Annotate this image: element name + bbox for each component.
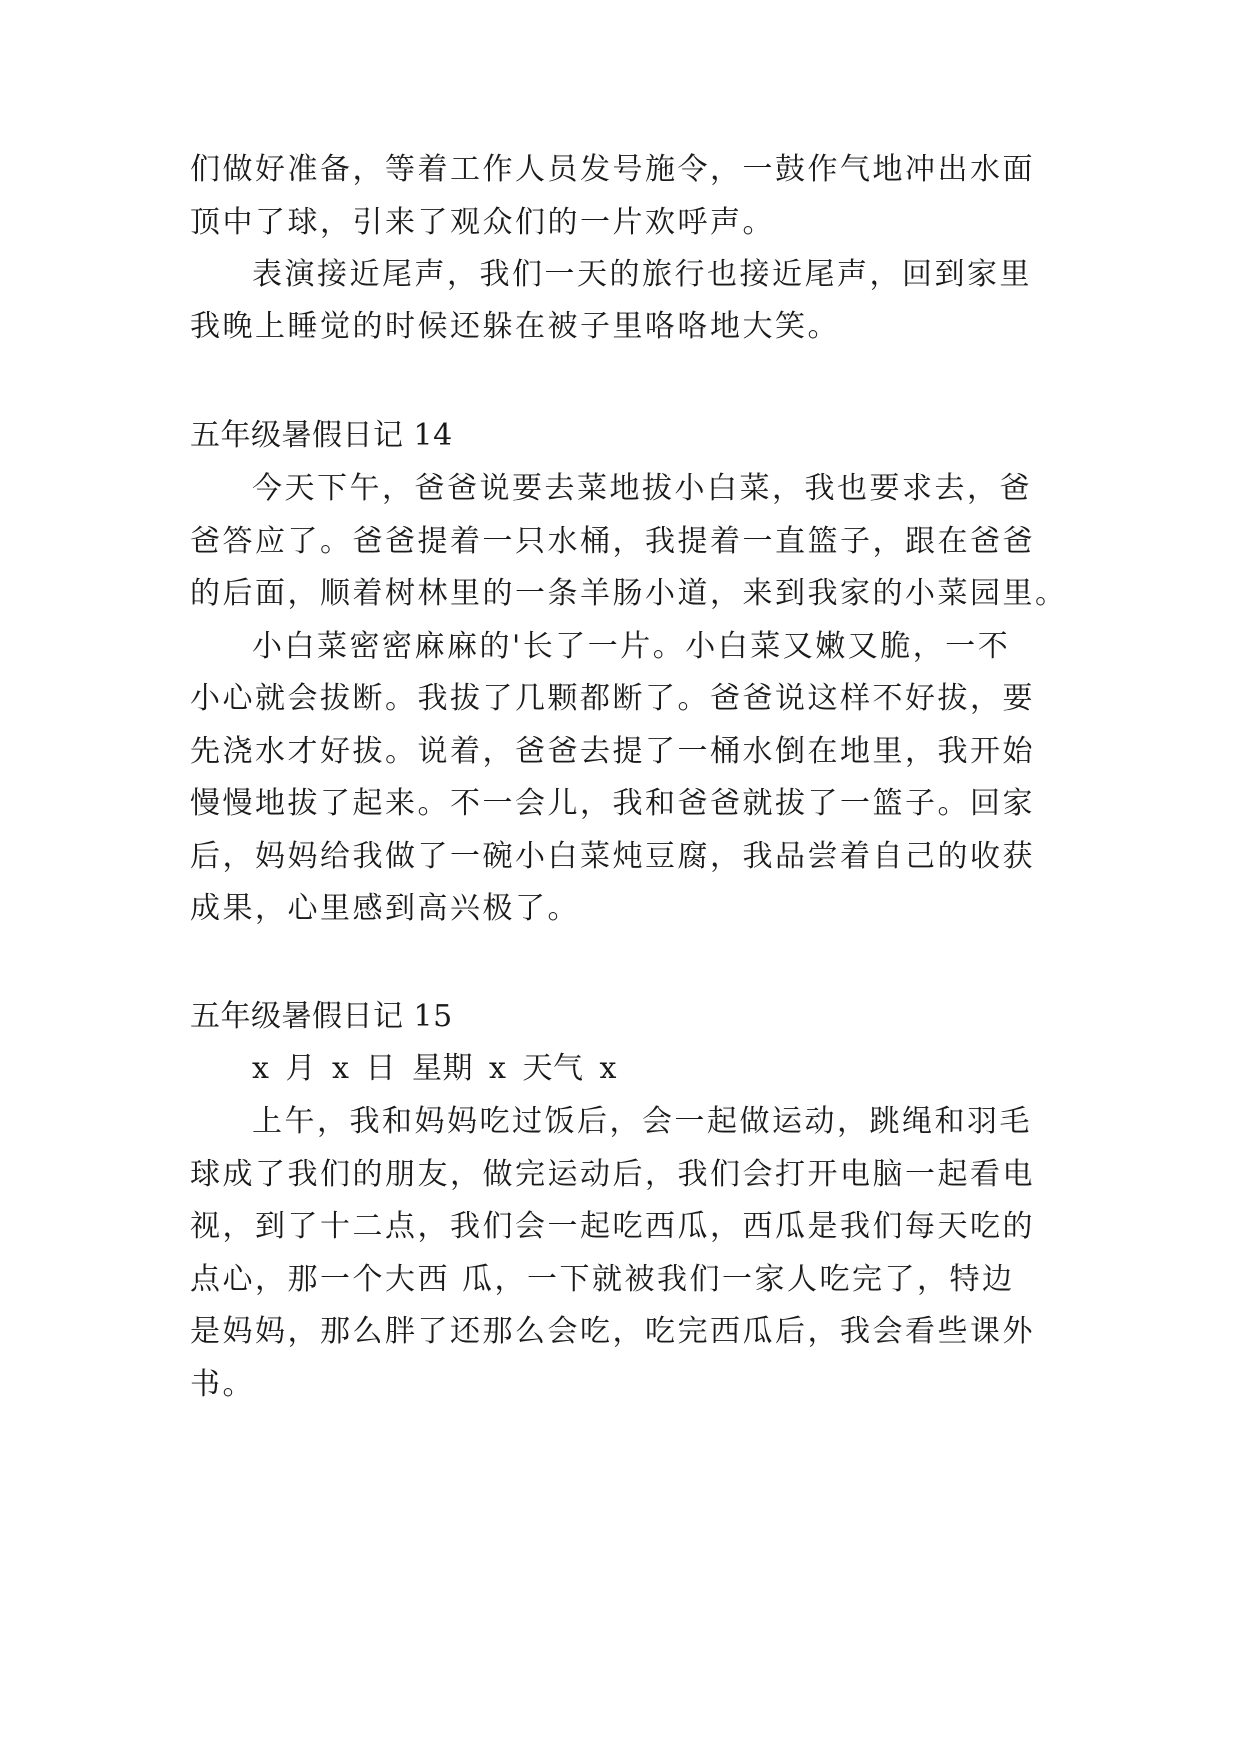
text-line: 小心就会拔断。我拔了几颗都断了。爸爸说这样不好拔，要 [190, 681, 1035, 716]
text-line: 后，妈妈给我做了一碗小白菜炖豆腐，我品尝着自己的收获 [190, 839, 1035, 874]
text-line: 表演接近尾声，我们一天的旅行也接近尾声，回到家里 [252, 257, 1032, 292]
text-line: 们做好准备，等着工作人员发号施令，一鼓作气地冲出水面 [190, 152, 1035, 187]
text-line: 今天下午，爸爸说要去菜地拔小白菜，我也要求去，爸 [252, 471, 1032, 506]
date-weather-line: x 月 x 日 星期 x 天气 x [252, 1051, 617, 1086]
text-line: 是妈妈，那么胖了还那么会吃，吃完西瓜后，我会看些课外 [190, 1314, 1035, 1349]
text-line: 顶中了球，引来了观众们的一片欢呼声。 [190, 205, 775, 240]
text-line: 的后面，顺着树林里的一条羊肠小道，来到我家的小菜园里。 [190, 576, 1068, 611]
text-line: 爸答应了。爸爸提着一只水桶，我提着一直篮子，跟在爸爸 [190, 524, 1035, 559]
entry-title: 五年级暑假日记 14 [190, 418, 453, 453]
text-line: 慢慢地拔了起来。不一会儿，我和爸爸就拔了一篮子。回家 [190, 786, 1035, 821]
text-line: 上午，我和妈妈吃过饭后，会一起做运动，跳绳和羽毛 [252, 1104, 1032, 1139]
text-line: 点心，那一个大西 瓜，一下就被我们一家人吃完了，特边 [190, 1262, 1015, 1297]
entry-title: 五年级暑假日记 15 [190, 999, 453, 1034]
text-line: 书。 [190, 1367, 255, 1402]
text-line: 视，到了十二点，我们会一起吃西瓜，西瓜是我们每天吃的 [190, 1209, 1035, 1244]
text-line: 球成了我们的朋友，做完运动后，我们会打开电脑一起看电 [190, 1157, 1035, 1192]
text-line: 先浇水才好拔。说着，爸爸去提了一桶水倒在地里，我开始 [190, 734, 1035, 769]
text-line: 我晚上睡觉的时候还躲在被子里咯咯地大笑。 [190, 309, 840, 344]
text-line: 小白菜密密麻麻的'长了一片。小白菜又嫩又脆，一不 [252, 629, 1011, 664]
text-line: 成果，心里感到高兴极了。 [190, 891, 580, 926]
